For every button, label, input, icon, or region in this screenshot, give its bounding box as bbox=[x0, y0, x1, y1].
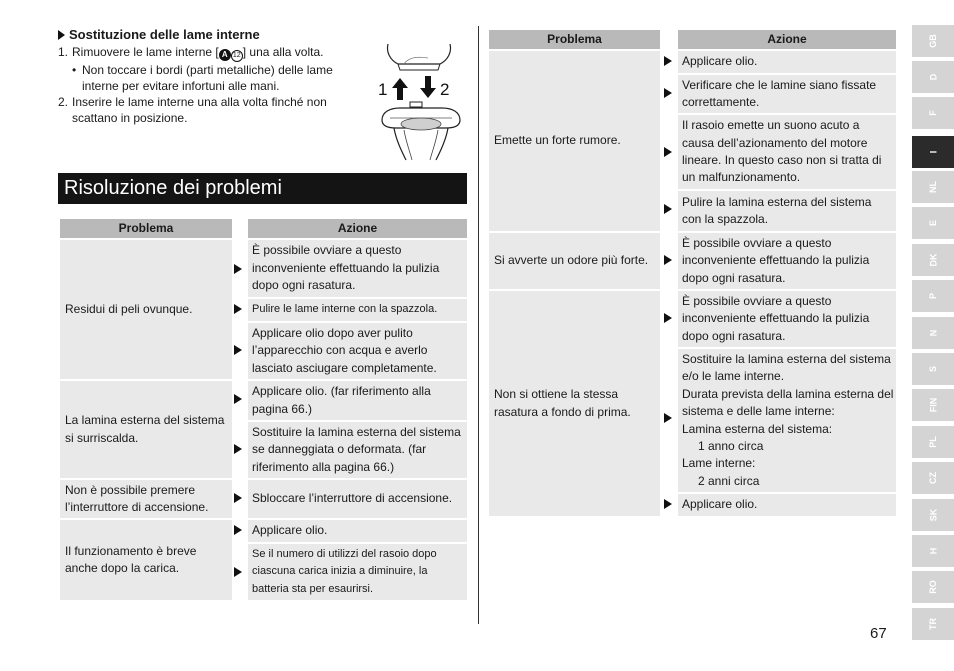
problem-cell: Si avverte un odore più forte. bbox=[489, 233, 660, 289]
header-action: Azione bbox=[248, 219, 467, 238]
action-cell: Applicare olio dopo aver pulito l’apparecchio con acqua e averlo lasciato asciugare completamente. bbox=[248, 323, 467, 379]
lang-tab-dk[interactable]: DK bbox=[912, 244, 954, 276]
problem-cell: Il funzionamento è breve anche dopo la carica. bbox=[60, 520, 232, 600]
arrow-bullet-icon bbox=[664, 255, 672, 265]
header-problem: Problema bbox=[60, 219, 232, 238]
arrow-bullet-icon bbox=[664, 499, 672, 509]
problem-cell: Non è possibile premere l’interruttore di accensione. bbox=[60, 480, 232, 518]
step-1: 1. Rimuovere le lame interne [ A 12 ] una alla volta. bbox=[58, 44, 368, 62]
action-cell: Applicare olio. (far riferimento alla pagina 66.) bbox=[248, 381, 467, 420]
arrow-bullet-icon bbox=[234, 345, 242, 355]
action-cell: È possibile ovviare a questo inconveniente effettuando la pulizia dopo ogni rasatura. bbox=[678, 233, 896, 289]
lang-tab-nl[interactable]: NL bbox=[912, 171, 954, 203]
action-cell: Sostituire la lamina esterna del sistema e/o le lame interne. Durata prevista della lamina esterna del sistema e delle lame interne: Lamina esterna del sistema: 1 anno circa Lame interne: 2 anni circa bbox=[678, 349, 896, 492]
column-divider bbox=[478, 26, 479, 624]
lang-tab-d[interactable]: D bbox=[912, 61, 954, 93]
svg-text:1: 1 bbox=[378, 80, 388, 99]
arrow-up-icon bbox=[392, 78, 408, 100]
arrow-bullet-icon bbox=[234, 394, 242, 404]
lang-tab-n[interactable]: N bbox=[912, 317, 954, 349]
problem-cell: La lamina esterna del sistema si surriscalda. bbox=[60, 381, 232, 478]
action-cell: È possibile ovviare a questo inconveniente effettuando la pulizia dopo ogni rasatura. bbox=[248, 240, 467, 297]
label-12-icon: 12 bbox=[231, 50, 243, 62]
lang-tab-ro[interactable]: RO bbox=[912, 571, 954, 603]
lang-tab-f[interactable]: F bbox=[912, 97, 954, 129]
lang-tab-cz[interactable]: CZ bbox=[912, 462, 954, 494]
arrow-bullet-icon bbox=[234, 525, 242, 535]
step-2: 2. Inserire le lame interne una alla volta finché non scattano in posizione. bbox=[58, 95, 327, 125]
section-title: Sostituzione delle lame interne bbox=[58, 27, 368, 43]
action-cell: Applicare olio. bbox=[678, 51, 896, 73]
action-cell: Sostituire la lamina esterna del sistema se danneggiata o deformata. (far riferimento alla pagina 66.) bbox=[248, 422, 467, 478]
header-problem: Problema bbox=[489, 30, 660, 49]
label-a-icon: A bbox=[219, 49, 231, 61]
page-heading: Risoluzione dei problemi bbox=[58, 173, 467, 204]
problem-cell: Residui di peli ovunque. bbox=[60, 240, 232, 379]
lang-tab-s[interactable]: S bbox=[912, 353, 954, 385]
action-cell: Il rasoio emette un suono acuto a causa dell’azionamento del motore lineare. In questo caso non si tratta di un malfunzionamento. bbox=[678, 115, 896, 189]
lang-tab-fin[interactable]: FIN bbox=[912, 389, 954, 421]
action-cell: Applicare olio. bbox=[678, 494, 896, 516]
arrow-bullet-icon bbox=[234, 444, 242, 454]
problem-cell: Non si ottiene la stessa rasatura a fondo di prima. bbox=[489, 291, 660, 516]
lang-tab-p[interactable]: P bbox=[912, 280, 954, 312]
arrow-bullet-icon bbox=[234, 493, 242, 503]
lang-tab-sk[interactable]: SK bbox=[912, 499, 954, 531]
action-cell: Pulire le lame interne con la spazzola. bbox=[248, 299, 467, 321]
lang-tab-gb[interactable]: GB bbox=[912, 25, 954, 57]
arrow-bullet-icon bbox=[664, 413, 672, 423]
action-cell: Applicare olio. bbox=[248, 520, 467, 542]
replace-blades-section bbox=[58, 27, 368, 126]
page-number: 67 bbox=[870, 625, 887, 642]
arrow-bullet-icon bbox=[664, 313, 672, 323]
action-cell: Pulire la lamina esterna del sistema con la spazzola. bbox=[678, 191, 896, 231]
lang-tab-pl[interactable]: PL bbox=[912, 426, 954, 458]
action-cell: Se il numero di utilizzi del rasoio dopo ciascuna carica inizia a diminuire, la batteria sta per esaurirsi. bbox=[248, 544, 467, 600]
arrow-bullet-icon bbox=[234, 264, 242, 274]
action-cell: È possibile ovviare a questo inconveniente effettuando la pulizia dopo ogni rasatura. bbox=[678, 291, 896, 347]
lang-tab-e[interactable]: E bbox=[912, 207, 954, 239]
arrow-bullet-icon bbox=[664, 88, 672, 98]
problem-cell: Emette un forte rumore. bbox=[489, 51, 660, 231]
action-cell: Sbloccare l’interruttore di accensione. bbox=[248, 480, 467, 518]
shaver-blade-illustration bbox=[376, 40, 468, 162]
arrow-down-icon bbox=[420, 76, 436, 98]
action-cell: Verificare che le lamine siano fissate correttamente. bbox=[678, 75, 896, 113]
lang-tab-i[interactable]: I bbox=[912, 136, 954, 168]
arrow-bullet-icon bbox=[664, 56, 672, 66]
arrow-bullet-icon bbox=[234, 567, 242, 577]
arrow-bullet-icon bbox=[234, 304, 242, 314]
arrow-bullet-icon bbox=[664, 147, 672, 157]
lang-tab-tr[interactable]: TR bbox=[912, 608, 954, 640]
lang-tab-h[interactable]: H bbox=[912, 535, 954, 567]
header-action: Azione bbox=[678, 30, 896, 49]
triangle-bullet-icon bbox=[58, 30, 65, 40]
arrow-bullet-icon bbox=[664, 204, 672, 214]
svg-text:2: 2 bbox=[440, 80, 450, 99]
warning-bullet: • Non toccare i bordi (parti metalliche) delle lame interne per evitare infortuni alle mani. bbox=[72, 63, 333, 93]
